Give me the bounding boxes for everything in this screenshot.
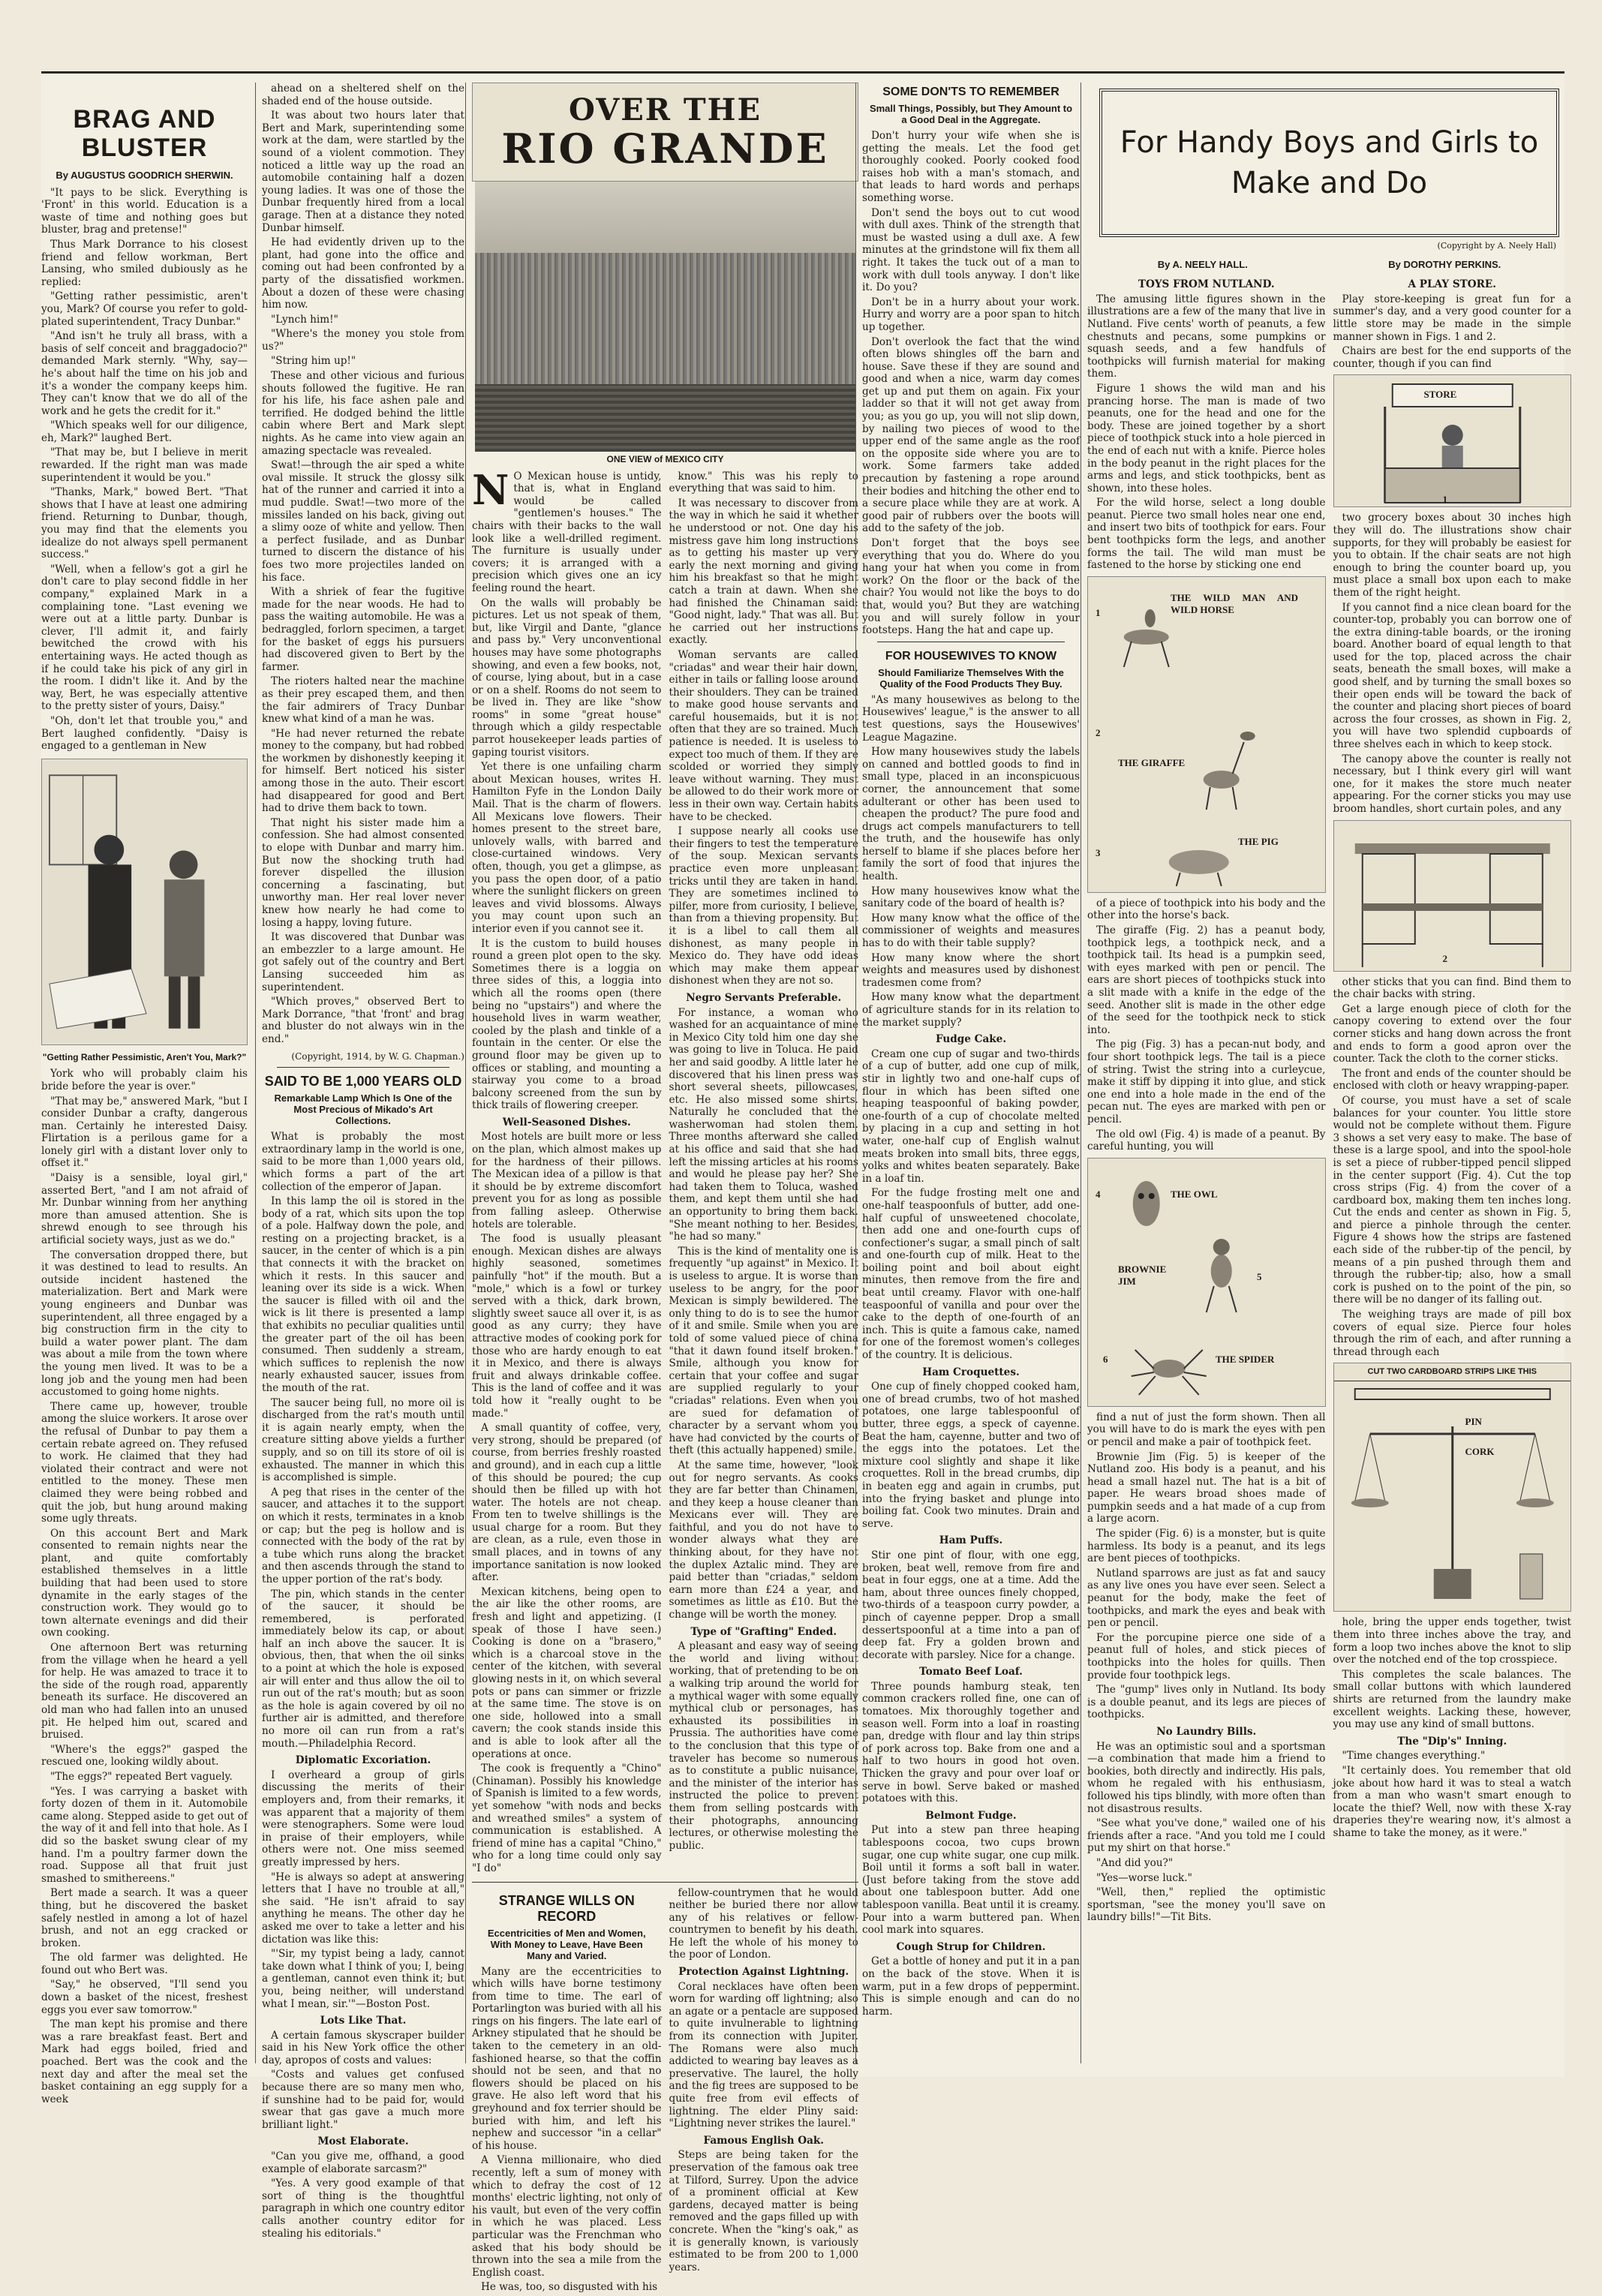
paragraph: Bert made a search. It was a queer thing, but he discovered the basket safely nestled in among a lot of hazel brush, and not an egg cracked or broken. [41, 1887, 248, 1949]
paragraph: "String him up!" [271, 355, 356, 368]
paragraph: At the same time, however, "look out for negro servants. As cooks they are far better than Chinamen, and they keep a house cleaner than Mexicans ever will. They are faithful, and you do not have to wonder always what they are thinking about, for they have not the duplex Aztalic mind. They are paid better than "criadas," seldom earn more than £24 a year, and sometimes as little as £10. But the change will be worth the money. [669, 1459, 858, 1621]
story-body [41, 187, 248, 753]
subhead-grafting: Type of "Grafting" Ended. [690, 1625, 837, 1638]
paragraph: A peg that rises in the center of the saucer, and attaches it to the support on which it rests, terminates in a knob or cap; but the peg is hollow and is connected with the body of the rat by a tube which runs along the bracket and then ascends through the stand to the upper portion of the rat's body. [262, 1486, 464, 1585]
banner-line-2: RIO GRANDE [501, 125, 829, 173]
story-illustration [41, 759, 248, 1045]
drop-cap: N [472, 465, 509, 514]
paragraph: One cup of finely chopped cooked ham, one of bread crumbs, two of hot mashed potatoes, one large tablespoonful of butter, three eggs, a speck of cayenne. Beat the ham, cayenne, butter and two of the eggs into the potatoes. Let the mixture cool slightly and shape it like croquettes. Roll in the bread crumbs, dip in beaten egg and again in crumbs, put into the frying basket and plunge into boiling fat. Cook two minutes. Drain and serve. [862, 1381, 1080, 1530]
handy-header-title: For Handy Boys and Girls to Make and Do [1120, 125, 1539, 200]
paragraph: The conversation dropped there, but it was destined to lead to results. An outside incident hastened the materialization. Bert and Mark were young engineers and Dunbar was superintendent, all three engaged by a big construction firm in the city to build a water power plant. The dam was about a mile from the town where the young men lived. It was to be a long job and the young men had been accustomed to going home nights. [41, 1249, 248, 1399]
paragraph: other sticks that you can find. Bind them to the chair backs with string. [1333, 975, 1571, 1001]
paragraph: "Where's the money you stole from us?" [262, 328, 464, 353]
counter-frame-illustration [1334, 821, 1571, 971]
paragraph: It is the custom to build houses round a green plot open to the sky. Sometimes there is a loggia on three sides of this, a loggia into which all the rooms open (there being no "upstairs") and where the household lives in warm weather, cooled by the plash and tinkle of a fountain in the center. Or else the ground floor may be given up to offices or stabling, and mounting a stairway you come to a broad balcony screened from the sun by thick trails of flowering creeper. [472, 937, 662, 1112]
handy-bylines [1087, 259, 1571, 272]
story-title: BRAG AND BLUSTER [73, 105, 216, 162]
paragraph: Brownie Jim (Fig. 5) is keeper of the Nutland zoo. His body is a peanut, and his head a small hazel nut. The hat is a bit of paper. He wears broad shoes made of pumpkin seeds and a hat made of a cup from a large acorn. [1087, 1450, 1326, 1525]
wills-left [472, 1887, 662, 2296]
scale-illustration [1334, 1381, 1571, 1606]
paragraph: "Lynch him!" [271, 313, 338, 326]
divider [277, 1067, 449, 1068]
newspaper-page [41, 71, 1571, 2294]
fig-label-wild-man: THE WILD MAN AND WILD HORSE [1171, 591, 1298, 616]
scale-balance-figure [1333, 1363, 1572, 1612]
article-title-elaborate: Most Elaborate. [317, 2135, 409, 2148]
paragraph: How many know what the office of the commissioner of weights and measures has to do with their table supply? [862, 912, 1080, 950]
paragraph: "Costs and values get confused because there are so many men who, if sunshine had to be paid for, would swear that gas gave a much more brilliant light." [262, 2069, 464, 2131]
column-household [855, 83, 1080, 2063]
subhead-dishes: Well-Seasoned Dishes. [502, 1116, 631, 1128]
paragraph: "The eggs?" repeated Bert vaguely. [50, 1770, 233, 1783]
paragraph: Yet there is one unfailing charm about Mexican houses, writes H. Hamilton Fyfe in the London Daily Mail. That is the charm of flowers. All Mexicans love flowers. Their homes present to the street bare, unlovely walls, with barred and close-curtained windows. Very often, though, you get a glimpse, as you pass the open door, of a patio where the sunlight flickers on green leaves and vivid blossoms. Always you may count upon such an interior even if you cannot see it. [472, 761, 662, 935]
paragraph: "And did you?" [1096, 1856, 1174, 1869]
paragraph: "He had never returned the rebate money to the company, but had robbed the workmen by dishonestly keeping it for himself. Bert noticed his sister among those in the auto. Their escort had disappeared for good and Bert had to drive them back to town. [262, 727, 464, 815]
scale-cork-label: CORK [1465, 1446, 1495, 1458]
paragraph: With a shriek of fear the fugitive made for the near woods. He had to pass the waiting automobile. He was a bedraggled, forlorn specimen, a target for the basket of eggs his pursuers had discovered given to Bert by the farmer. [262, 586, 464, 673]
paragraph: Figure 1 shows the wild man and his prancing horse. The man is made of two peanuts, one for the head and one for the body. These are joined together by a short piece of toothpick stuck into a hole pierced in the end of each nut with a knife. Pierce holes in the body peanut in the right places for the arms and legs, and stick toothpicks, bent as shown, into these holes. [1087, 382, 1326, 494]
paragraph: Play store-keeping is great fun for a summer's day, and a very good counter for a little store may be made in the simple manner shown in Figs. 1 and 2. [1333, 293, 1571, 343]
nutland-figures-4-6 [1087, 1158, 1326, 1407]
paragraph: "And isn't he truly all brass, with a basis of self conceit and braggadocio?" demanded Mark sternly. "Why, say—he's about half the time on his job and it's a wonder the company keeps him. They can't know that we do all of the work and he gets the credit for it." [41, 330, 248, 417]
paragraph: Don't send the boys out to cut wood with dull axes. Think of the strength that must be wasted using a dull axe. A few minutes at the grindstone will fix them all right. It takes the tuck out of a man to work with dull tools anyway. I don't like it. Do you? [862, 206, 1080, 294]
paragraph: He had evidently driven up to the plant, had gone into the office and coming out had been confronted by a party of the dissatisfied workmen. About a dozen of these were chasing him now. [262, 236, 464, 311]
strange-wills-section [472, 1887, 858, 2296]
paragraph: It was necessary to discover from the way in which he said it whether he understood or not. One day his mistress gave him long instructions as to getting his master up very early the next morning and giving him his breakfast so that he might catch a train at dawn. When she had finished the Chinaman said: "Good night, lady." That was all. But he carried out her instructions exactly. [669, 497, 858, 647]
article-subtitle-donts: Small Things, Possibly, but They Amount to a Good Deal in the Aggregate. [869, 103, 1073, 125]
fig-label-spider: THE SPIDER [1216, 1353, 1275, 1365]
mexico-city-photo [475, 182, 855, 452]
fig-label-owl: THE OWL [1171, 1188, 1218, 1200]
paragraph: Three pounds hamburg steak, ten common crackers rolled fine, one can of tomatoes. Mix thoroughly together and season well. Form into a loaf in roasting pan, dredge with flour and lay thin strips of pork across top. Bake from one and a half to two hours in good hot oven. Thicken the gravy and pour over loaf or serve in bowl. Serve baked or mashed potatoes with this. [862, 1680, 1080, 1805]
article-title-dip: The "Dip's" Inning. [1397, 1735, 1507, 1748]
paragraph: "Well, when a fellow's got a girl he don't care to play second fiddle in her company," explained Mark in a complaining tone. "Last evening we were out at a little party. Dunbar is clever, I'll admit it, and fairly bewitched the crowd with his entertaining ways. He acted though as if he could take his pick of any girl in the room. I didn't like it. And by the way, Bert, he was especially attentive to the pretty sister of yours, Daisy." [41, 563, 248, 713]
paragraph: The cook is frequently a "Chino" (Chinaman). Possibly his knowledge of Spanish is limited to a few words, yet somehow "with nods and becks and wreathed smiles" a system of communication is established. A friend of mine has a capital "Chino," who for a long time could only say "I do" [472, 1763, 662, 1874]
paragraph: On the walls will probably be pictures. Let us not speak of them, but, like Virgil and Dante, "glance and pass by." Very unconventional houses may have some photographs showing, and even a few books, not, of course, lying about, but in a case or on a shelf. Rooms do not seem to be lived in. They are like "show rooms" in some "great house" through which a gildy respectable parrot housekeeper leads parties of gaping tourist visitors. [472, 597, 662, 759]
paragraph: "Which proves," observed Bert to Mark Dorrance, "that 'front' and brag and bluster do not always win in the end." [262, 996, 464, 1045]
article-title-lots: Lots Like That. [320, 2015, 407, 2027]
rio-grande-banner [472, 83, 858, 182]
fig-number: 1 [1096, 606, 1101, 618]
paragraph: "Say," he observed, "I'll send you down a basket of the nicest, freshest eggs you ever saw tomorrow." [41, 1979, 248, 2016]
paragraph: It was discovered that Dunbar was an embezzler to a large amount. He got safely out of the country and Bert Lansing succeeded him as superintendent. [262, 931, 464, 993]
article-title-donts: SOME DON'TS TO REMEMBER [882, 86, 1059, 98]
story-byline: By AUGUSTUS GOODRICH SHERWIN. [56, 170, 233, 181]
paragraph: "Time changes everything." [1342, 1750, 1486, 1763]
banner-line-1: OVER THE [569, 92, 762, 128]
two-men-illustration [42, 759, 247, 1044]
paragraph: A pleasant and easy way of seeing the world and living without working, that of pretending to be on a walking trip around the world for a mythical wager with some equally mythical club or personages, has exhausted its possibilities in Prussia. The authorities have come to the conclusion that this type of traveler has become so numerous as to constitute a public nuisance, and the minister of the interior has instructed the police to prevent them from selling postcards with their photographs, announcing lectures, or otherwise molesting the public. [669, 1640, 858, 1852]
recipe-title-cough-syrup: Cough Strup for Children. [896, 1940, 1046, 1953]
paragraph: Don't forget that the boys see everything that you do. Where do you hang your hat when you come in from work? On the floor or the back of the chair? You would not like the boys to do that, would you? But they are watching you and will surely follow in your footsteps. Hang the hat and cape up. [862, 537, 1080, 637]
paragraph: "Which speaks well for our diligence, eh, Mark?" laughed Bert. [41, 419, 248, 444]
subhead-lightning: Protection Against Lightning. [678, 1966, 849, 1979]
paragraph: know." This was his reply to everything that was said to him. [669, 470, 858, 495]
paragraph: "That may be, but I believe in merit rewarded. If the right man was made superintendent it would be you." [41, 446, 248, 484]
paragraph: The weighing trays are made of pill box covers of equal size. Pierce four holes through the rim of each, and after running a thread through each [1333, 1309, 1571, 1358]
paragraph: One afternoon Bert was returning from the village when he heard a yell for help. He was amazed to trace it to the side of the rough road, apparently beneath its surface. He discovered an old man who had fallen into an unused pit. He helped him out, scared and bruised. [41, 1642, 248, 1742]
paragraph: find a nut of just the form shown. Then all you will have to do is mark the eyes with pen or pencil and make a pair of toothpick feet. [1087, 1411, 1326, 1448]
subhead-oak: Famous English Oak. [703, 2134, 825, 2147]
rio-right-column [669, 470, 859, 1877]
paragraph: The pin, which stands in the center of the saucer, it should be remembered, is perforated immediately below its cap, or about half an inch above the saucer. It is obvious, then, that when the oil sinks to a point at which the hole is exposed air will enter and thus allow the oil to run out of the rat's mouth; but as soon as the hole is again covered by oil no further air is admitted, and therefore no more oil can run from a rat's mouth.—Philadelphia Record. [262, 1588, 464, 1750]
paragraph: How many housewives know what the sanitary code of the board of health is? [862, 885, 1080, 910]
photo-sky [475, 182, 855, 253]
paragraph: "Yes. A very good example of that sort of thing is the thoughtful paragraph in which one country editor calls another country editor for stealing his editorials." [262, 2177, 464, 2240]
article-title-laundry: No Laundry Bills. [1156, 1725, 1257, 1738]
fig-number: 2 [1442, 952, 1447, 964]
recipe-title-fudge-cake: Fudge Cake. [935, 1033, 1007, 1046]
paragraph: The amusing little figures shown in the illustrations are a few of the many that live in Nutland. Five cents' worth of peanuts, a few chestnuts and pecans, some pumpkins or squash seeds, and a few handfuls of toothpicks will furnish material for making them. [1087, 293, 1326, 380]
paragraph: Woman servants are called "criadas" and wear their hair down, either in tails or falling loose around their shoulders. They can be trained to make good house servants and careful housemaids, but it is not often that they are so trained. Much patience is needed. It is useless to expect too much of them. If they are scolded or worried they simply leave without warning. They must be allowed to do their work more or less in their own way. Certain habits have to be checked. [669, 648, 858, 823]
article-title-wills: STRANGE WILLS ON RECORD [498, 1892, 635, 1924]
paragraph: Coral necklaces have often been worn for warding off lightning; also an agate or a pentacle are supposed to quite invulnerable to lightning from its connection with Jupiter. The Romans were also much addicted to wearing bay leaves as a preservative. The laurel, the holly and the fig trees are supposed to be quite free from evil effects of lightning. The elder Pliny said: "Lightning never strikes the laurel." [669, 1980, 858, 2130]
paragraph: These and other vicious and furious shouts followed the fugitive. He ran for his life, his face ashen pale and terrified. He dodged behind the little cabin where Bert and Mark slept nights. As he came into view again an amazing spectacle was revealed. [262, 370, 464, 457]
nut-animals-illustration [1088, 577, 1325, 892]
paragraph: The "gump" lives only in Nutland. Its body is a double peanut, and its legs are pieces of toothpicks. [1087, 1684, 1326, 1721]
paragraph: The man kept his promise and there was a rare breakfast feast. Bert and Mark had eggs boiled, fried and poached. Bert was the cook and the next day and after the meal set the basket containing an egg supply for a week [41, 2018, 248, 2105]
paragraph: A certain famous skyscraper builder said in his New York office the other day, apropos of costs and values: [262, 2029, 464, 2066]
paragraph: For instance, a woman who washed for an acquaintance of mine in Mexico City told him one day she was going to live in Toluca. He paid her and said goodby. A little later he discovered that his linen press was short several sheets, pillowcases, etc. He also missed some shirts. Naturally he concluded that the washerwoman had stolen them. Three months afterward she called at his office and said that she had left the missing articles at his rooms and would he please pay her? She had taken them to Toluca, washed them, and kept them until she had an opportunity to bring them back. "She meant nothing to her. Besides, "he had so many." [669, 1006, 858, 1243]
column-rio-grande [465, 83, 858, 2294]
paragraph: The old farmer was delighted. He found out who Bert was. [41, 1952, 248, 1976]
photo-street [475, 384, 855, 452]
play-store-column [1333, 274, 1572, 1926]
paragraph: How many housewives study the labels on canned and bottled goods to find in small type, placed in an inconspicuous corner, the announcement that some adulterant or other has been used to cheapen the product? The pure food and drugs act compels manufacturers to tell the truth, and the housewife has only herself to blame if she places before her family the sort of food that injures the health. [862, 746, 1080, 883]
play-store-figure-2 [1333, 820, 1572, 972]
article-subtitle-wills: Eccentricities of Men and Women, With Money to Leave, Have Been Many and Varied. [487, 1927, 646, 1961]
byline-left: By A. NEELY HALL. [1157, 258, 1248, 270]
paragraph: hole, bring the upper ends together, twist them into three inches above the tray, and form a loop two inches above the knot to slip over the notched end of the top crosspiece. [1333, 1616, 1571, 1666]
paragraph: A Vienna millionaire, who died recently, left a sum of money with which to defray the cost of 12 months' electric lighting, not only of his vault, but even of the very coffin in which he was placed. Less particular was the Frenchman who asked that his body should be thrown into the sea a mile from the English coast. [472, 2154, 662, 2279]
handy-body [1087, 274, 1571, 1926]
paragraph: York who will probably claim his bride before the year is over." [41, 1068, 248, 1092]
paragraph: In this lamp the oil is stored in the body of a rat, which sits upon the top of a pole. Halfway down the pole, and resting on a projecting bracket, is a saucer, in the center of which is a pin that connects it with the bracket on which it rests. In this saucer and leaning over its side is a wick. When the saucer is filled with oil and the wick is lit there is presented a lamp that exhibits no peculiar qualities until the greater part of the oil has been consumed. Then suddenly a stream, which suffices to replenish the now nearly exhausted saucer, issues from the mouth of the rat. [262, 1195, 464, 1394]
column-brag-and-bluster [41, 83, 248, 2105]
article-subtitle-housewives: Should Familiarize Themselves With the Quality of the Food Products They Buy. [878, 666, 1064, 690]
fig-label-brownie: BROWNIE JIM [1118, 1263, 1167, 1288]
paragraph: It was about two hours later that Bert and Mark, superintending some work at the dam, were startled by the sound of a violent commotion. They noticed a little way up the road an automobile containing half a dozen young ladies. It was one of those the Dunbar frequently hired from a local garage. Then at a distance they noted Dunbar himself. [262, 110, 464, 234]
paragraph: The spider (Fig. 6) is a monster, but is quite harmless. Its body is a peanut, and its legs are bent pieces of toothpicks. [1087, 1528, 1326, 1565]
paragraph: Don't overlook the fact that the wind often blows shingles off the barn and house. Save these if they are sound and good and when a nice, warm day comes get up and put them on again. Fix your ladder so that it will not get away from you; as you go up, you will not slip down, by nailing two pieces of wood to the upper end of the same angle as the roof on the opposite side where you are to work. Some farmers take added precaution by fastening a rope around their bodies and hitching the other end to a secure place while they are at work. A good pair of rubbers over the boots will add to the safety of the job. [862, 335, 1080, 535]
article-title-diplomatic: Diplomatic Excoriation. [295, 1754, 431, 1767]
paragraph: ahead on a sheltered shelf on the shaded end of the house outside. [262, 83, 464, 107]
copyright-line: (Copyright by A. Neely Hall) [1437, 241, 1556, 251]
paragraph: What is probably the most extraordinary lamp in the world is one, said to be more than 1,000 years old, which forms a part of the art collection of the emperor of Japan. [262, 1131, 464, 1193]
paragraph: "He is always so adept at answering letters that I have no trouble at all," she said. "He isn't afraid to say anything he means. The other day he asked me over to take a letter and his dictation was like this: [262, 1871, 464, 1946]
article-title-nutland: TOYS FROM NUTLAND. [1138, 278, 1275, 291]
paragraph: Get a bottle of honey and put it in a pan on the back of the stove. When it is warm, put in a few drops of peppermint. This is simple enough and can do no harm. [862, 1955, 1080, 2018]
paragraph: For the fudge frosting melt one and one-half teaspoonfuls of butter, add one-half cupful of unsweetened chocolate, then add one and one-fourth cups of confectioner's sugar, a small pinch of salt and one-fourth cup of milk. Heat to the boiling point and boil about eight minutes, then remove from the fire and beat until creamy. Flavor with one-half teaspoonful of vanilla and pour over the cake to the depth of one-fourth of an inch. This is quite a famous cake, named for one of the foremost women's colleges of the country. It is delicious. [862, 1187, 1080, 1362]
paragraph: This completes the scale balances. The small collar buttons with which laundered shirts are returned from the laundry make excellent weights. Lacking these, however, you may use any kind of small buttons. [1333, 1668, 1571, 1731]
paragraph: Many are the eccentricities to which wills have borne testimony from time to time. The earl of Portarlington was buried with all his rings on his fingers. The late earl of Arkney stipulated that he should be taken to the cemetery in an old-fashioned hearse, so that the coffin should not be seen, and that no flowers should be placed on his grave. He also left word that his greyhound and fox terrier should be buried with him, and left his nephew and successor "in a cellar" of his house. [472, 1965, 662, 2152]
fig-number: 6 [1103, 1353, 1108, 1365]
fig-label-pig: THE PIG [1238, 835, 1279, 847]
paragraph: "Thanks, Mark," bowed Bert. "That shows that I have at least one admiring friend. Returning to Dunbar, though, you may find that the elements you idealize do not always spell permanent success." [41, 486, 248, 561]
story-body-continued [41, 1068, 248, 2105]
paragraph: "Daisy is a sensible, loyal girl," asserted Bert, "and I am not afraid of Mr. Dunbar winning from her anything more than amused attention. She is shrewd enough to see through his artificial society ways, just as we do." [41, 1172, 248, 1247]
paragraph: Most hotels are built more or less on the plan, which almost makes up for the hardness of their pillows. The Mexican idea of a pillow is that it should be by extreme discomfort prevent you for as long as possible from falling asleep. Otherwise hotels are tolerable. [472, 1131, 662, 1231]
paragraph: fellow-countrymen that he would neither be buried there nor allow any of his relatives or fellow-countrymen to benefit by his death. He left the whole of his money to the poor of London. [669, 1886, 858, 1961]
recipe-title-ham-croquettes: Ham Croquettes. [922, 1366, 1020, 1378]
paragraph: "Getting rather pessimistic, aren't you, Mark? Of course you refer to gold-plated superintendent, Tracy Dunbar." [41, 290, 248, 328]
paragraph: The old owl (Fig. 4) is made of a peanut. By careful hunting, you will [1087, 1128, 1326, 1153]
article-title-lamp: SAID TO BE 1,000 YEARS OLD [264, 1074, 462, 1089]
paragraph: Stir one pint of flour, with one egg, broken, beat well, remove from fire and beat in four eggs, one at a time. Add the ham, about three ounces finely chopped, two-thirds of a teaspoon curry powder, a pinch of cayenne pepper. Drop a small dessertspoonful at a time into a pan of deep fat. Fry a golden brown and decorate with parsley. Nice for a change. [862, 1549, 1080, 1661]
paragraph: Chairs are best for the end supports of the counter, though if you can find [1333, 345, 1571, 370]
paragraph: Don't hurry your wife when she is getting the meals. Let the food get thoroughly cooked. Poorly cooked food raises hob with a man's stomach, and that leads to hard words and perhaps something worse. [862, 130, 1080, 204]
paragraph: This is the kind of mentality one is frequently "up against" in Mexico. It is useless to argue. It is worse than useless to be angry, for the poor Mexican is simply bewildered. The only thing to do is to see the humor of it and smile. Smile when you are told of some valued piece of china "that it dawn found itself broken." Smile, although you know for certain that your coffee and sugar are supplied regularly to your "criadas" relations. Even when you are sued for defamation of character by a servant whom you have had convicted by the courts of theft (this actually happened) smile. [669, 1245, 858, 1457]
article-title-housewives: FOR HOUSEWIVES TO KNOW [885, 649, 1057, 663]
paragraph: A small quantity of coffee, very, very strong, should be prepared (of course, from berries freshly roasted and ground), and in each cup a little of this should be poured; the cup should then be filled up with hot water. The hotels are not cheap. From ten to twelve shillings is the usual charge for a room. But they are clean, as a rule, even those in small places, and in towns of any importance sanitation is now looked after. [472, 1422, 662, 1584]
paragraph: That night his sister made him a confession. She had almost consented to elope with Dunbar and marry him. But now the shocking truth had forever dispelled the illusion concerning a fascinating, but unworthy man. Her real lover never knew how nearly he had come to losing a happy, loving future. [262, 816, 464, 929]
paragraph: "That may be," answered Mark, "but I consider Dunbar a crafty, dangerous man. Certainly he interested Daisy. Flirtation is a perilous game for a lonely girl with a distant lover only to offset it." [41, 1095, 248, 1170]
paragraph: "Where's the eggs?" gasped the rescued one, looking wildly about. [41, 1743, 248, 1769]
store-sign: STORE [1423, 389, 1457, 401]
rio-left-column [472, 465, 662, 1877]
paragraph: "Can you give me, offhand, a good example of elaborate sarcasm?" [262, 2150, 464, 2175]
paragraph: Don't be in a hurry about your work. Hurry and worry are a poor span to hitch up together. [862, 296, 1080, 333]
subhead-negro-servants: Negro Servants Preferable. [686, 991, 842, 1004]
fig-number: 1 [1442, 494, 1447, 506]
photo-caption: ONE VIEW of MEXICO CITY [606, 454, 724, 464]
paragraph: He was an optimistic soul and a sportsman—a combination that made him a friend to bookies, both directly and indirectly. His pals, whom he regaled with his enthusiasm, followed his tips blindly, with more often than not disastrous results. [1087, 1740, 1326, 1815]
paragraph: I overheard a group of girls discussing the merits of their employers and, from their remarks, it was apparent that a majority of them were stenographers. Some were loud in praise of their employers, while others were not. One miss seemed greatly impressed by hers. [262, 1769, 464, 1868]
article-subtitle-lamp: Remarkable Lamp Which Is One of the Most Precious of Mikado's Art Collections. [274, 1092, 452, 1127]
paragraph: The food is usually pleasant enough. Mexican dishes are always highly seasoned, sometimes painfully "hot" if the mouth. But a "mole," which is a fowl or turkey served with a thick, dark brown, slightly sweet sauce all over it, is as good as any curry; they have attractive modes of cooking pork for those who are hardy enough to eat it in Mexico, and there is always fruit and always drinkable coffee. This is the land of coffee and it was told how it "really ought to be made." [472, 1233, 662, 1420]
nutland-column [1087, 274, 1326, 1926]
paragraph: If you cannot find a nice clean board for the counter-top, probably you can borrow one of the extra dining-table boards, or the ironing board. Another board of equal length to that used for the top, placed across the chair seats, beneath the small boxes, will make a good shelf, and by turning the small boxes so their open ends will be toward the back of the counter and placing short pieces of board across the four crosses, as shown in Fig. 2, you will have two splendid cupboards of three shelves each in which to keep stock. [1333, 601, 1571, 751]
paragraph: The saucer being full, no more oil is discharged from the rat's mouth until it is again nearly empty, when the creature sitting above yields a further supply, and so on till its store of oil is exhausted. The manner in which this is accomplished is simple. [262, 1396, 464, 1484]
paragraph: Nutland sparrows are just as fat and saucy as any live ones you have ever seen. Select a peanut for the body, make the feet of toothpicks, and mark the eyes and beak with pen or pencil. [1087, 1567, 1326, 1630]
paragraph: For the wild horse, select a long double peanut. Pierce two small holes near one end, and insert two bits of toothpick for ears. Four bent toothpicks form the legs, and another forms the tail. The wild man must be fastened to the horse by sticking one end [1087, 497, 1326, 572]
article-title-play-store: A PLAY STORE. [1408, 278, 1497, 291]
paragraph: Cream one cup of sugar and two-thirds of a cup of butter, add one cup of milk, stir in lightly two and one-half cups of flour in which has been sifted one heaping teaspoonful of baking powder, one-fourth of a cup of chocolate melted by placing in a cup and setting in hot water, one-half cup of English walnut meats broken into small bits, three eggs, yolks and whites beaten separately. Bake in a loaf tin. [862, 1047, 1080, 1185]
fig-label-giraffe: THE GIRAFFE [1118, 756, 1186, 768]
paragraph: of a piece of toothpick into his body and the other into the horse's back. [1087, 897, 1326, 922]
paragraph: "See what you've done," wailed one of his friends after a race. "And you told me I could put my shirt on that horse." [1087, 1817, 1326, 1855]
paragraph: For the porcupine pierce one side of a peanut full of holes, and stick pieces of toothpicks into the holes for quills. Then provide four toothpick legs. [1087, 1631, 1326, 1681]
recipe-title-beef-loaf: Tomato Beef Loaf. [919, 1666, 1023, 1678]
paragraph: two grocery boxes about 30 inches high they will do. The illustrations show chair supports, for they will probably be easiest for you to obtain. If the chair seats are not high enough to bring the counter board up, you must place a small box upon each to make them of the right height. [1333, 512, 1571, 599]
paragraph: Swat!—through the air sped a white oval missile. It struck the glossy silk hat of the runner and carried it into a mud puddle. Swat!—two more of the missiles landed on his back, giving out a slimy ooze of white and yellow. Then a perfect fusilade, and as Dunbar turned to discern the distance of his foes two more projectiles landed on his face. [262, 459, 464, 584]
paragraph: There came up, however, trouble among the sluice workers. It arose over the refusal of Dunbar to pay them a certain rebate agreed on. They refused to work. He claimed that they had violated their contract and were not entitled to the money. These men claimed they were being robbed and quit the job, but hung around making some ugly threats. [41, 1400, 248, 1525]
copyright-line: (Copyright, 1914, by W. G. Chapman.) [291, 1050, 464, 1062]
paragraph: How many know where the short weights and measures used by dishonest tradesmen come from? [862, 951, 1080, 989]
paragraph: Steps are being taken for the preservation of the famous oak tree at Tilford, Surrey. Upon the advice of a prominent official at Kew gardens, decayed matter is being removed and the gaps filled up with concrete. When the "king's oak," as it is generally known, is variously estimated to be from 200 to 1,000 years. [669, 2149, 858, 2273]
paragraph: O Mexican house is untidy, that is, what in England would be called "gentlemen's houses." The chairs with their backs to the wall look like a well-drilled regiment. The furniture is usually under covers; it is arranged with a precision which gives one an icy feeling round the heart. [472, 470, 662, 594]
paragraph: The canopy above the counter is really not necessary, but I think every girl will want one, for it makes the store much neater appearing. For the corner sticks you may use broom handles, short curtain poles, and any [1333, 753, 1571, 815]
paragraph: Mexican kitchens, being open to the air like the other rooms, are fresh and light and appetizing. (I speak of those I have seen.) Cooking is done on a "brasero," which is a charcoal stove in the center of the kitchen, with several glowing nests in it, on which several pots or pans can simmer or frizzle at the same time. The stove is on one side, hollowed into a small cavern; the cook stands inside this and is able to look after all the operations at once. [472, 1585, 662, 1760]
divider [472, 1882, 858, 1883]
fig-number: 3 [1096, 846, 1101, 858]
paragraph: I suppose nearly all cooks use their fingers to test the temperature of the soup. Mexican servants practice even more unpleasant tricks until they are taken in hand. They are sometimes inclined to pilfer, more from curiosity, I believe, than from a thieving propensity. But it is a libel to call them all dishonest, as many people in Mexico do. They have odd ideas which may make them appear dishonest when they are not so. [669, 825, 858, 987]
fig-number: 5 [1257, 1270, 1262, 1282]
wills-right [669, 1887, 859, 2296]
paragraph: "It pays to be slick. Everything is 'Front' in this world. Education is a waste of time and nothing goes but bluster, brag and pretense!" [41, 186, 248, 236]
column-handy-boys-girls [1081, 83, 1571, 2063]
paragraph: The giraffe (Fig. 2) has a peanut body, toothpick legs, a toothpick neck, and a toothpick tail. Its head is a pumpkin seed, with eyes marked with pen or pencil. The ears are short pieces of toothpicks stuck into a slit made with a knife in the edge of the seed. Another slit is made in the other edge of the seed for the toothpick neck to stick into. [1087, 924, 1326, 1036]
column-two [255, 83, 464, 2240]
paragraph: "As many housewives as belong to the Housewives' league," is the answer to all test questions, says the Housewives' League Magazine. [862, 693, 1080, 744]
paragraph: Of course, you must have a set of scale balances for your counter. You little store would not be complete without them. Figure 3 shows a set very easy to make. The base of these is a large spool, and into the spool-hole is set a piece of rubber-tipped pencil slipped in the center support (Fig. 4). Cut the top cross strips (Fig. 4) from the cover of a cardboard box, making them ten inches long. Cut the ends and center as shown in Fig. 5, and pierce a pinhole through the center. Figure 4 shows how the strips are fastened each side of the rubber-tip of the pencil, by means of a pin pushed through them and through the rubber-tip; also, how a small cork is pushed on to the point of the pin, so there will be no danger of its falling out. [1333, 1094, 1571, 1306]
paragraph: Get a large enough piece of cloth for the canopy covering to extend over the four corner sticks and hang down across the front and ends to form a good apron over the counter. Tack the cloth to the corner sticks. [1333, 1002, 1571, 1065]
paragraph: "Yes—worse luck." [1096, 1871, 1192, 1884]
paragraph: The rioters halted near the machine as their prey escaped them, and then the fair admirers of Tracy Dunbar knew what kind of a man he was. [262, 675, 464, 726]
recipe-title-ham-puffs: Ham Puffs. [939, 1534, 1003, 1547]
paragraph: "'Sir, my typist being a lady, cannot take down what I think of you; I, being a gentleman, cannot even think it; but you, being neither, will understand what I mean, sir.'"—Boston Post. [262, 1948, 464, 2010]
scale-label: CUT TWO CARDBOARD STRIPS LIKE THIS [1334, 1363, 1571, 1381]
illustration-caption: "Getting Rather Pessimistic, Aren't You, Mark?" [42, 1051, 247, 1062]
scale-pin-label: PIN [1465, 1416, 1482, 1428]
paragraph: "Well, then," replied the optimistic sportsman, "see the money you'll save on laundry bills!"—Tit Bits. [1087, 1886, 1326, 1924]
paragraph: Thus Mark Dorrance to his closest friend and fellow workman, Bert Lansing, who smiled dubiously as he replied: [41, 238, 248, 288]
paragraph: He was, too, so disgusted with his [481, 2281, 658, 2294]
paragraph: Put into a stew pan three heaping tablespoons cocoa, two cups brown sugar, one cup white sugar, one cup milk. Boil until it forms a soft ball in water. (Just before taking from the stove add about one tablespoon butter. Add one tablespoon vanilla. Beat until it is creamy. Pour into a warm buttered pan. When cool mark into squares. [862, 1824, 1080, 1937]
paragraph: On this account Bert and Mark consented to remain nights near the plant, and quite comfortably established themselves in a little building that had been used to store dynamite in the early stages of the construction work. They would go to town alternate evenings and did their own cooking. [41, 1527, 248, 1639]
paragraph: "Yes. I was carrying a basket with forty dozen of them in it. Automobile came along. Stepped aside to get out of the way of it and fell into that hole. As I did so the basket swung clear of my hand. I'm a poultry farmer down the road. Suppose all that fruit just smashed to smithereens." [41, 1785, 248, 1885]
paragraph: How many know what the department of agriculture stands for in its relation to the market supply? [862, 991, 1080, 1029]
nutland-figures-1-3 [1087, 576, 1326, 893]
paragraph: "It certainly does. You remember that old joke about how hard it was to steal a watch from a man who wasn't smart enough to locate the thief? Well, now with these X-ray draperies they're wearing now, it's almost a shame to take the money, as it were." [1333, 1764, 1571, 1839]
paragraph: "Oh, don't let that trouble you," and Bert laughed confidently. "Daisy is engaged to a gentleman in New [41, 714, 248, 753]
handy-header-box [1099, 89, 1559, 237]
play-store-figure-1 [1333, 374, 1572, 507]
paragraph: The pig (Fig. 3) has a pecan-nut body, and four short toothpick legs. The tail is a piece of string. Twist the string into a curleycue, make it stiff by dipping it into glue, and stick one end into a hole made in the end of the pecan nut. The eyes are marked with pen or pencil. [1087, 1038, 1326, 1125]
fig-number: 2 [1096, 726, 1101, 738]
fig-number: 4 [1096, 1188, 1101, 1200]
recipe-title-belmont-fudge: Belmont Fudge. [925, 1809, 1017, 1822]
rio-grande-body [472, 465, 858, 1877]
byline-right: By DOROTHY PERKINS. [1388, 258, 1501, 270]
paragraph: The front and ends of the counter should be enclosed with cloth or heavy wrapping-paper. [1333, 1067, 1571, 1092]
